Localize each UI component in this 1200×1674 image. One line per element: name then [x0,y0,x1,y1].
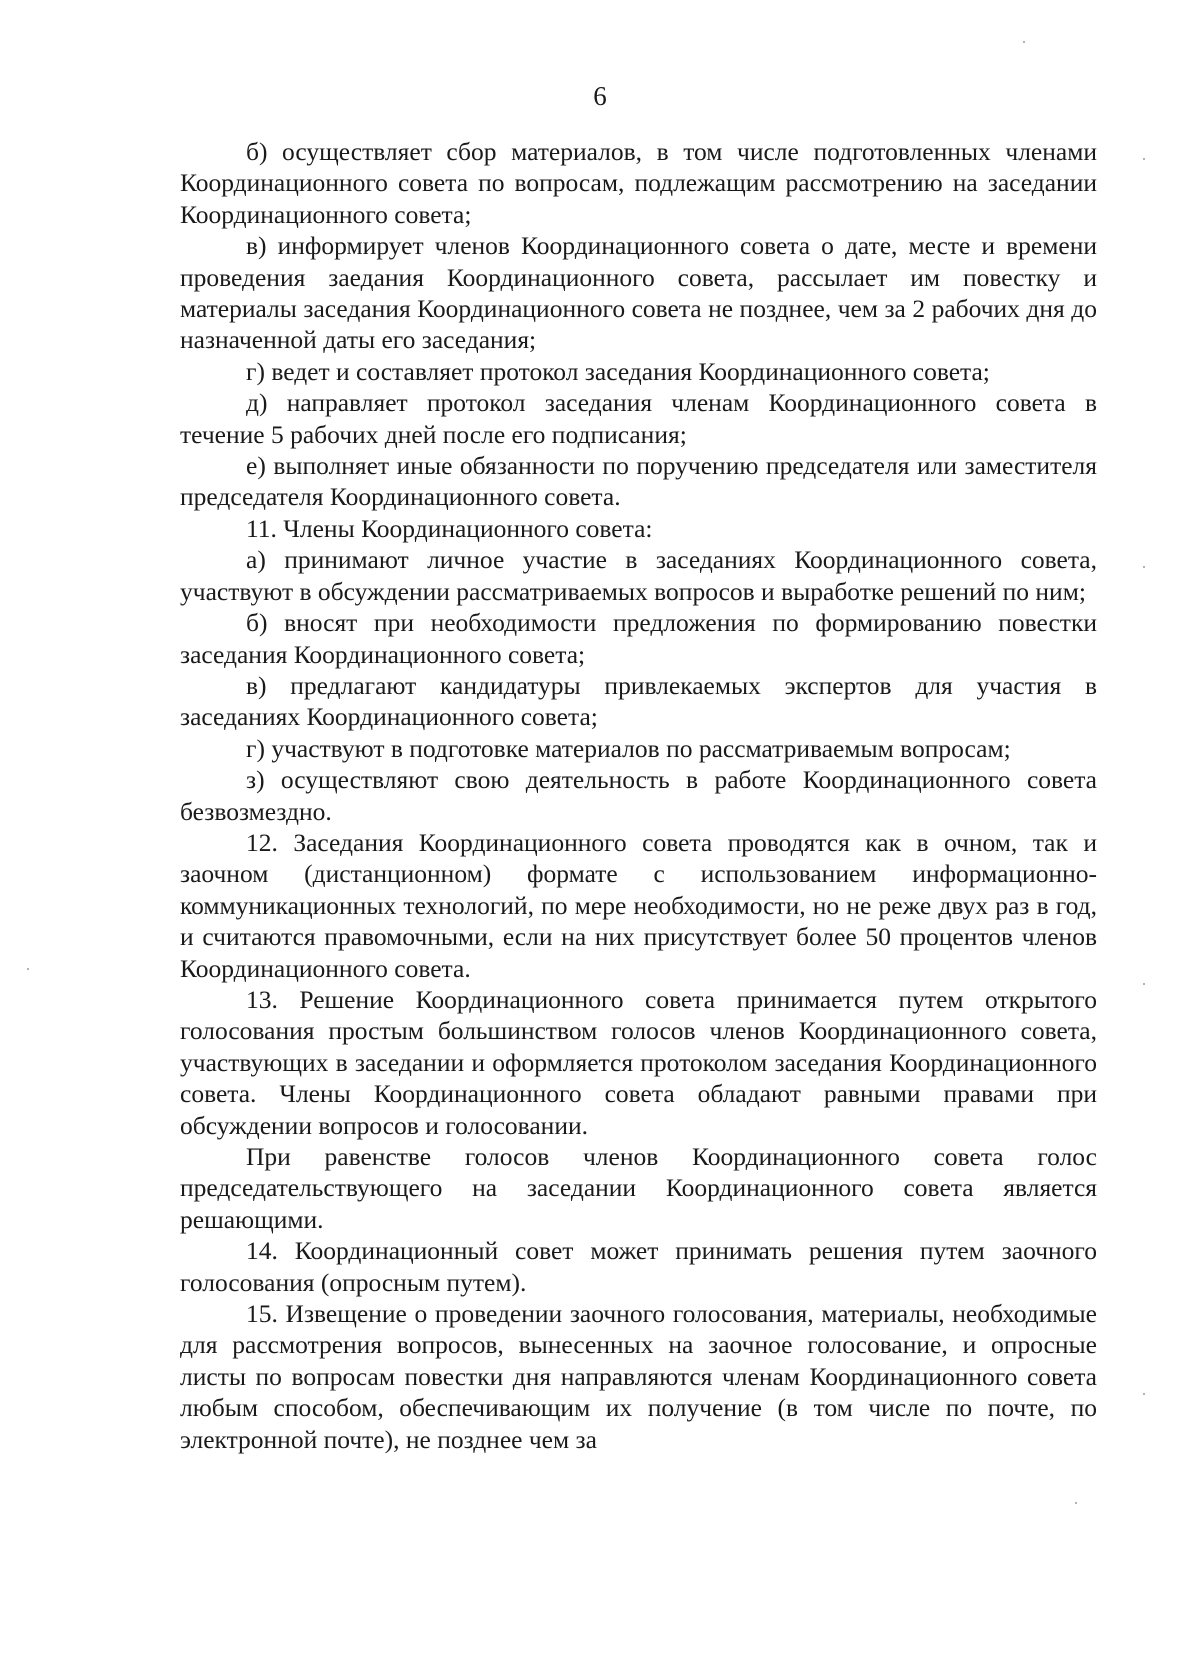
scan-speck [1143,566,1145,568]
paragraph-11g: г) участвуют в подготовке материалов по рассматриваемым вопросам; [246,733,1011,763]
paragraph-10e: е) выполняет иные обязанности по поручению председателя или заместителя председателя Координационного совета. [180,451,1097,512]
paragraph-11z: з) осуществляют свою деятельность в работе Координационного совета безвозмездно. [180,765,1097,826]
paragraph-15: 15. Извещение о проведении заочного голосования, материалы, необходимые для рассмотрения вопросов, вынесенных на заочное голосование, и опросные листы по вопросам повестки дня направляются членам Координационного совета любым способом, обеспечивающим их получение (в том числе по почте, по электронной почте), не позднее чем за [180,1299,1097,1454]
paragraph-10b: б) осуществляет сбор материалов, в том числе подготовленных членами Координационного совета по вопросам, подлежащим рассмотрению на заседании Координационного совета; [180,137,1097,229]
paragraph-11-heading: 11. Члены Координационного совета: [246,513,653,543]
page-number: 6 [593,81,607,111]
scan-speck [27,968,29,970]
scan-speck [1075,1502,1077,1504]
scan-speck [1143,1393,1145,1395]
scan-speck [1143,983,1145,985]
paragraph-11b: б) вносят при необходимости предложения по формированию повестки заседания Координационного совета; [180,608,1097,669]
scan-speck [1143,158,1145,160]
paragraph-11a: а) принимают личное участие в заседаниях Координационного совета, участвуют в обсуждении рассматриваемых вопросов и выработке решений по ним; [180,545,1097,606]
paragraph-13: 13. Решение Координационного совета принимается путем открытого голосования простым большинством голосов членов Координационного совета, участвующих в заседании и оформляется протоколом заседания Координационного совета. Члены Координационного совета обладают равными правами при обсуждении вопросов и голосовании. [180,984,1097,1140]
scan-speck [1023,41,1025,43]
paragraph-13-tie-vote: При равенстве голосов членов Координационного совета голос председательствующего на заседании Координационного совета является решающими. [180,1142,1097,1234]
paragraph-10d: д) направляет протокол заседания членам Координационного совета в течение 5 рабочих дней после его подписания; [180,388,1097,449]
paragraph-10g: г) ведет и составляет протокол заседания Координационного совета; [246,356,990,386]
paragraph-12: 12. Заседания Координационного совета проводятся как в очном, так и заочном (дистанционном) формате с использованием информационно-коммуникационных технологий, по мере необходимости, но не реже двух раз в год, и считаются правомочными, если на них присутствует более 50 процентов членов Координационного совета. [180,827,1097,983]
document-body [180,136,1097,1455]
paragraph-11v: в) предлагают кандидатуры привлекаемых экспертов для участия в заседаниях Координационного совета; [180,670,1097,732]
paragraph-10v: в) информирует членов Координационного совета о дате, месте и времени проведения заедания Координационного совета, рассылает им повестку и материалы заседания Координационного совета не позднее, чем за 2 рабочих дня до назначенной даты его заседания; [180,231,1097,355]
paragraph-14: 14. Координационный совет может принимать решения путем заочного голосования (опросным путем). [180,1236,1097,1297]
